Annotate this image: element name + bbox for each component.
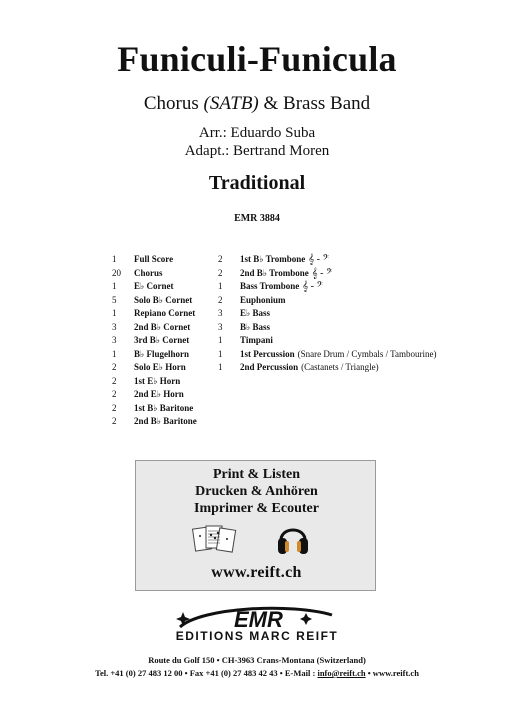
part-name: 2nd Percussion: [240, 362, 299, 372]
part-row: [218, 294, 437, 308]
part-name: 1st Percussion: [240, 348, 295, 359]
part-name: 1st B♭ Trombone: [240, 254, 306, 264]
part-quantity: 1: [218, 335, 223, 345]
promo-url-link[interactable]: www.reift.ch: [211, 564, 302, 581]
part-quantity: 2: [218, 267, 223, 278]
part-quantity: 2: [112, 362, 117, 372]
phone-fax: Tel. +41 (0) 27 483 12 00 • Fax +41 (0) 27 483 42 43 • E-Mail :: [95, 668, 318, 678]
part-row: [112, 294, 197, 308]
part-quantity: 1: [112, 348, 117, 359]
publisher-contact: [0, 668, 514, 678]
part-row: [218, 267, 437, 281]
part-name: Timpani: [240, 335, 273, 345]
promo-line-german: Drucken & Anhören: [195, 484, 318, 499]
part-name: Full Score: [134, 254, 174, 264]
part-note: (Snare Drum / Cymbals / Tambourine): [297, 348, 437, 359]
part-name: Euphonium: [240, 294, 286, 305]
part-quantity: 2: [112, 375, 117, 386]
part-name: 2nd B♭ Cornet: [134, 321, 191, 332]
part-quantity: 3: [112, 321, 117, 332]
part-quantity: 2: [218, 294, 223, 305]
part-name: Chorus: [134, 267, 163, 278]
parts-list-right: [218, 253, 437, 375]
part-quantity: 1: [112, 308, 117, 318]
sheet-music-icon: [192, 522, 238, 558]
part-name: E♭ Bass: [240, 308, 271, 318]
part-quantity: 1: [218, 348, 223, 359]
clef-icon: 𝄞 - 𝄢: [308, 254, 329, 265]
part-row: [218, 307, 437, 321]
part-name: 2nd B♭ Trombone: [240, 267, 309, 278]
part-row: [112, 280, 197, 294]
part-row: [112, 415, 197, 429]
part-name: 2nd B♭ Baritone: [134, 416, 197, 426]
part-row: [218, 348, 437, 362]
part-name: 2nd E♭ Horn: [134, 389, 184, 399]
part-quantity: 3: [218, 321, 223, 332]
part-row: [112, 388, 197, 402]
part-quantity: 1: [218, 362, 223, 372]
instrumentation-subtitle: [0, 93, 514, 115]
part-name: 1st B♭ Baritone: [134, 402, 194, 413]
composer: Traditional: [208, 172, 306, 194]
part-row: [218, 280, 437, 294]
part-row: [218, 361, 437, 375]
clef-icon: 𝄞 - 𝄢: [311, 267, 333, 279]
part-name: B♭ Bass: [240, 321, 271, 332]
headphones-icon: [276, 518, 310, 558]
arranger-credit: Arr.: Eduardo Suba: [198, 125, 316, 141]
part-quantity: 1: [112, 281, 117, 291]
part-row: [218, 321, 437, 335]
part-quantity: 2: [112, 416, 117, 426]
part-row: [112, 402, 197, 416]
part-name: Repiano Cornet: [134, 308, 196, 318]
part-row: [218, 334, 437, 348]
part-quantity: 2: [112, 389, 117, 399]
part-row: [112, 307, 197, 321]
logo-text: EMR: [234, 607, 283, 632]
part-row: [218, 253, 437, 267]
web-address: • www.reift.ch: [365, 668, 419, 678]
part-row: [112, 253, 197, 267]
part-name: 3rd B♭ Cornet: [134, 335, 190, 345]
part-row: [112, 321, 197, 335]
publisher-name: EDITIONS MARC REIFT: [175, 629, 339, 643]
part-name: Solo E♭ Horn: [134, 362, 186, 372]
part-row: [112, 334, 197, 348]
catalog-number: EMR 3884: [234, 213, 280, 224]
part-name: 1st E♭ Horn: [134, 375, 181, 386]
adapter-credit: Adapt.: Bertrand Moren: [184, 143, 330, 159]
part-name: Solo B♭ Cornet: [134, 294, 193, 305]
part-quantity: 3: [218, 308, 223, 318]
part-quantity: 2: [112, 402, 117, 413]
part-quantity: 1: [218, 281, 223, 291]
part-quantity: 1: [112, 254, 117, 264]
part-name: E♭ Cornet: [134, 281, 174, 291]
publisher-address: Route du Golf 150 • CH-3963 Crans-Montana (Switzerland): [148, 655, 366, 665]
subtitle-prefix: Chorus: [143, 93, 199, 114]
part-name: B♭ Flugelhorn: [134, 348, 190, 359]
score-title: Funiculi-Funicula: [117, 39, 397, 79]
email-link[interactable]: info@reift.ch: [317, 668, 366, 678]
part-quantity: 2: [218, 254, 223, 264]
part-row: [112, 348, 197, 362]
part-name: Bass Trombone: [240, 281, 300, 291]
promo-line-english: Print & Listen: [212, 467, 301, 482]
part-quantity: 20: [112, 267, 121, 278]
part-quantity: 5: [112, 294, 117, 305]
subtitle-voicing: (SATB): [203, 93, 259, 114]
print-listen-box[interactable]: [135, 460, 376, 591]
part-row: [112, 361, 197, 375]
part-note: (Castanets / Triangle): [301, 362, 379, 372]
part-quantity: 3: [112, 335, 117, 345]
subtitle-suffix: & Brass Band: [263, 93, 371, 114]
parts-list-left: [112, 253, 197, 429]
promo-line-french: Imprimer & Ecouter: [194, 501, 319, 516]
part-row: [112, 267, 197, 281]
clef-icon: 𝄞 - 𝄢: [302, 281, 323, 292]
part-row: [112, 375, 197, 389]
